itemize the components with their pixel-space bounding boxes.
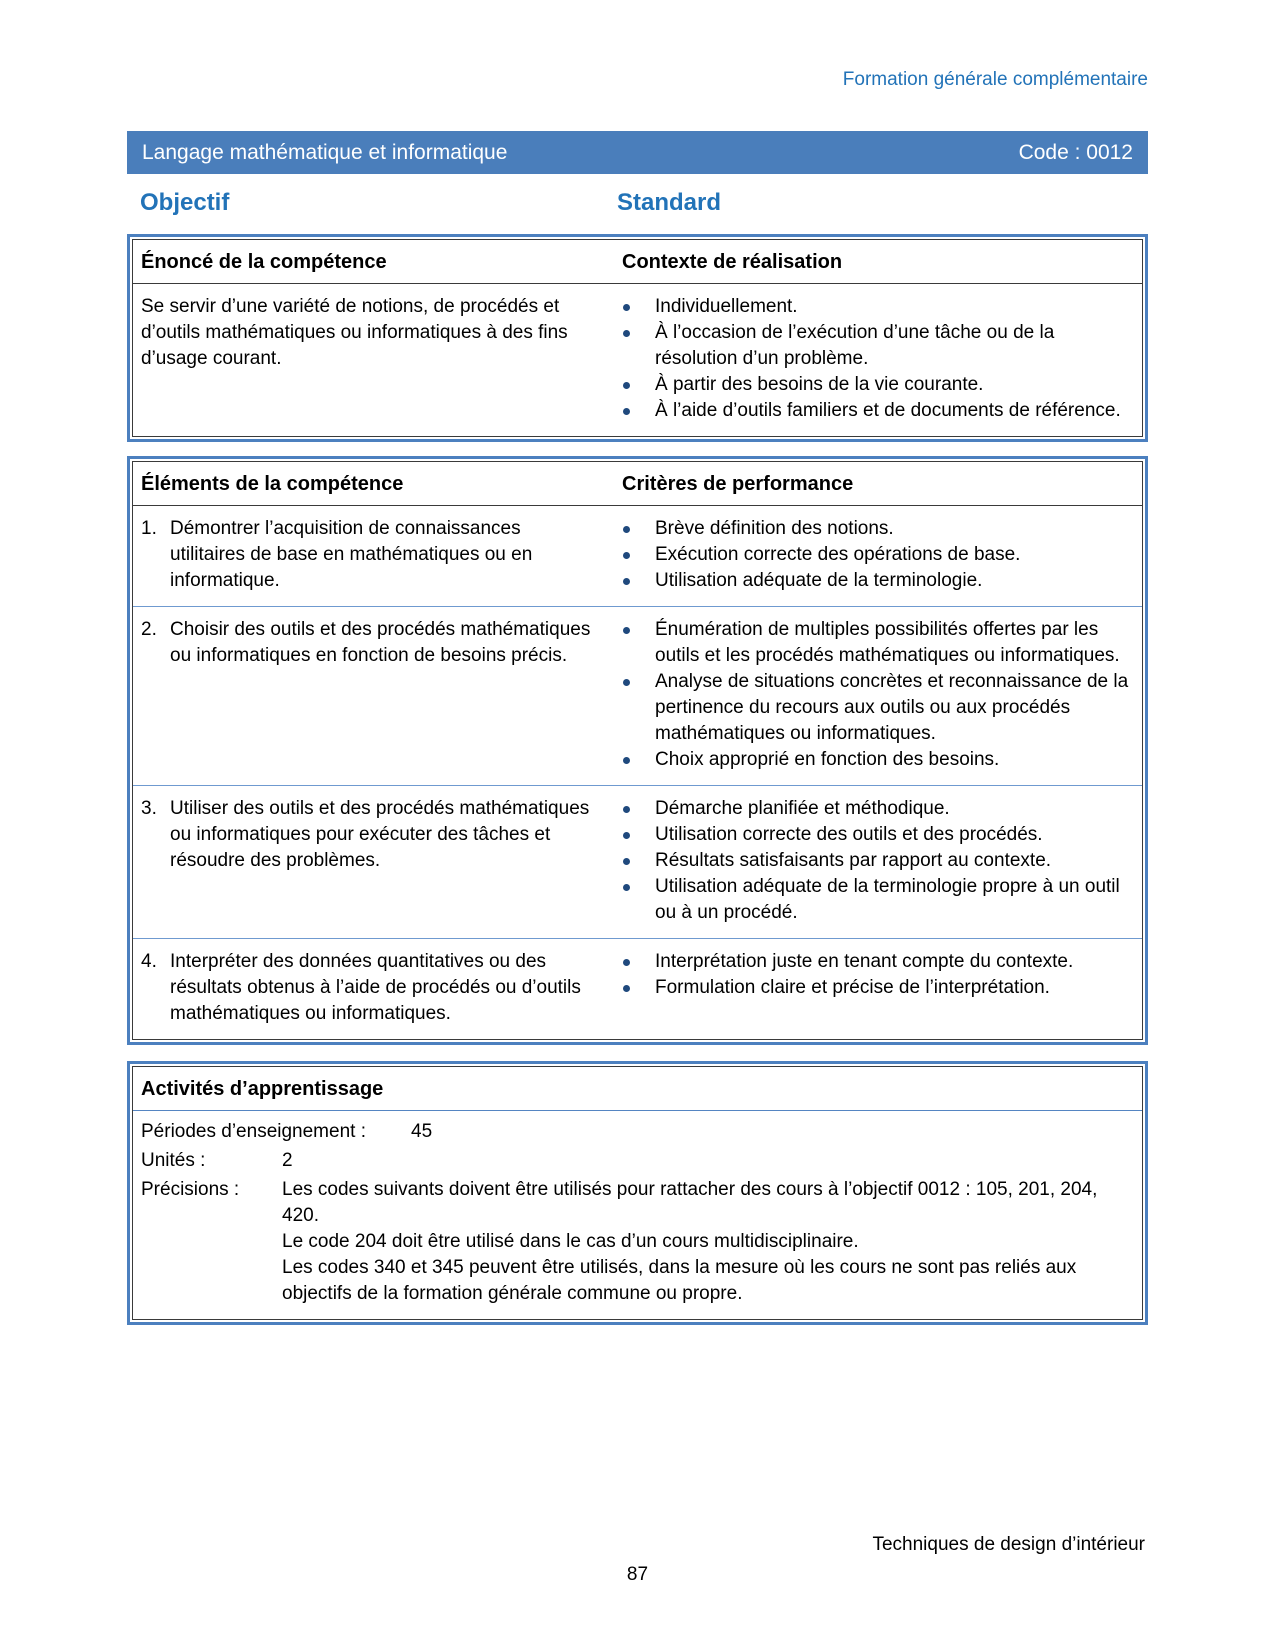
list-item — [615, 796, 1132, 822]
list-item — [615, 320, 1132, 372]
criterion-text: Exécution correcte des opérations de base. — [655, 544, 1021, 565]
activities-table-body — [133, 1111, 1142, 1319]
list-item — [615, 975, 1132, 1001]
criterion-text: Brève définition des notions. — [655, 518, 894, 539]
bullet-icon — [623, 679, 630, 686]
element-text: Choisir des outils et des procédés mathématiques ou informatiques en fonction de besoins précis. — [170, 619, 591, 666]
list-item — [615, 294, 1132, 320]
criteria-cell — [615, 613, 1142, 773]
units-label: Unités : — [141, 1150, 206, 1171]
criterion-text: Choix approprié en fonction des besoins. — [655, 749, 1000, 770]
table-row — [133, 785, 1142, 938]
element-number: 2. — [141, 619, 157, 640]
bullet-icon — [623, 526, 630, 533]
list-item — [615, 747, 1132, 773]
list-item — [615, 398, 1132, 424]
context-bullet-text: Individuellement. — [655, 296, 798, 317]
precisions-label: Précisions : — [141, 1179, 240, 1200]
bullet-icon — [623, 985, 630, 992]
course-title: Langage mathématique et informatique — [142, 140, 508, 164]
activities-table — [127, 1061, 1148, 1325]
activities-header: Activités d’apprentissage — [141, 1078, 384, 1100]
bullet-icon — [623, 959, 630, 966]
criteria-cell — [615, 792, 1142, 926]
periods-value: 45 — [411, 1121, 433, 1142]
list-item — [615, 372, 1132, 398]
criterion-text: Utilisation adéquate de la terminologie propre à un outil ou à un procédé. — [655, 876, 1120, 923]
table-row — [133, 506, 1142, 606]
list-item — [615, 848, 1132, 874]
page-number: 87 — [626, 1564, 649, 1585]
context-bullet-text: À partir des besoins de la vie courante. — [655, 374, 984, 395]
column-header-enonce: Énoncé de la compétence — [141, 251, 387, 273]
element-cell — [133, 945, 615, 1027]
section-headings-row — [127, 187, 1148, 219]
criteria-cell — [615, 945, 1142, 1027]
competence-table-header-row — [133, 240, 1142, 284]
table-row — [133, 938, 1142, 1039]
elements-table-header-row — [133, 462, 1142, 506]
units-line — [141, 1148, 1132, 1174]
standard-heading: Standard — [617, 189, 722, 216]
list-item — [615, 542, 1132, 568]
precisions-line — [141, 1177, 1132, 1307]
periods-line — [141, 1119, 1132, 1145]
element-cell — [133, 792, 615, 926]
elements-table-inner — [132, 461, 1143, 1040]
competence-statement: Se servir d’une variété de notions, de procédés et d’outils mathématiques ou informatiques à des fins d’usage courant. — [141, 296, 568, 369]
activities-table-inner — [132, 1066, 1143, 1320]
objectif-heading: Objectif — [140, 189, 230, 216]
criterion-text: Utilisation correcte des outils et des procédés. — [655, 824, 1043, 845]
precision-paragraph: Le code 204 doit être utilisé dans le cas d’un cours multidisciplinaire. — [282, 1231, 859, 1252]
document-category-label: Formation générale complémentaire — [842, 69, 1148, 90]
list-item — [615, 516, 1132, 542]
column-header-criteres: Critères de performance — [622, 473, 854, 495]
list-item — [615, 822, 1132, 848]
list-item — [615, 617, 1132, 669]
criterion-text: Formulation claire et précise de l’interprétation. — [655, 977, 1050, 998]
competence-table-body-row — [133, 284, 1142, 436]
element-number: 1. — [141, 518, 157, 539]
element-text: Interpréter des données quantitatives ou des résultats obtenus à l’aide de procédés ou d’outils mathématiques ou informatiques. — [170, 951, 581, 1024]
activities-table-header-row — [133, 1067, 1142, 1111]
element-cell — [133, 613, 615, 773]
criterion-text: Utilisation adéquate de la terminologie. — [655, 570, 983, 591]
precision-paragraph: Les codes 340 et 345 peuvent être utilisés, dans la mesure où les cours ne sont pas reliés aux objectifs de la formation générale commune ou propre. — [282, 1257, 1077, 1304]
criterion-text: Interprétation juste en tenant compte du contexte. — [655, 951, 1074, 972]
context-bullet-list — [615, 290, 1142, 424]
units-value: 2 — [282, 1150, 293, 1171]
column-header-elements: Éléments de la compétence — [141, 473, 404, 495]
precision-paragraph: Les codes suivants doivent être utilisés pour rattacher des cours à l’objectif 0012 : 105, 201, 204, 420. — [282, 1179, 1098, 1226]
element-text: Démontrer l’acquisition de connaissances utilitaires de base en mathématiques ou en informatique. — [170, 518, 533, 591]
precisions-text-block — [282, 1177, 1132, 1307]
bullet-icon — [623, 382, 630, 389]
bullet-icon — [623, 552, 630, 559]
competence-table — [127, 234, 1148, 442]
course-title-bar — [127, 131, 1148, 174]
competence-table-inner — [132, 239, 1143, 437]
criterion-text: Analyse de situations concrètes et reconnaissance de la pertinence du recours aux outils ou aux procédés mathématiques ou informatiques. — [655, 671, 1129, 744]
page-content — [127, 0, 1148, 1325]
bullet-icon — [623, 806, 630, 813]
elements-table — [127, 456, 1148, 1045]
bullet-icon — [623, 757, 630, 764]
table-row — [133, 606, 1142, 785]
list-item — [615, 568, 1132, 594]
bullet-icon — [623, 304, 630, 311]
element-number: 4. — [141, 951, 157, 972]
bullet-icon — [623, 832, 630, 839]
bullet-icon — [623, 330, 630, 337]
criteria-cell — [615, 512, 1142, 594]
bullet-icon — [623, 578, 630, 585]
element-text: Utiliser des outils et des procédés mathématiques ou informatiques pour exécuter des tâches et résoudre des problèmes. — [170, 798, 590, 871]
course-code: Code : 0012 — [1018, 140, 1133, 164]
list-item — [615, 874, 1132, 926]
element-number: 3. — [141, 798, 157, 819]
bullet-icon — [623, 408, 630, 415]
list-item — [615, 949, 1132, 975]
context-bullet-text: À l’aide d’outils familiers et de documents de référence. — [655, 400, 1121, 421]
column-header-contexte: Contexte de réalisation — [622, 251, 843, 273]
criterion-text: Démarche planifiée et méthodique. — [655, 798, 950, 819]
context-bullet-text: À l’occasion de l’exécution d’une tâche ou de la résolution d’un problème. — [655, 322, 1055, 369]
periods-label: Périodes d’enseignement : — [141, 1121, 366, 1142]
bullet-icon — [623, 627, 630, 634]
list-item — [615, 669, 1132, 747]
bullet-icon — [623, 858, 630, 865]
criterion-text: Résultats satisfaisants par rapport au contexte. — [655, 850, 1052, 871]
bullet-icon — [623, 884, 630, 891]
criterion-text: Énumération de multiples possibilités offertes par les outils et les procédés mathématiques ou informatiques. — [655, 619, 1120, 666]
element-cell — [133, 512, 615, 594]
footer-program-name: Techniques de design d’intérieur — [872, 1534, 1145, 1555]
